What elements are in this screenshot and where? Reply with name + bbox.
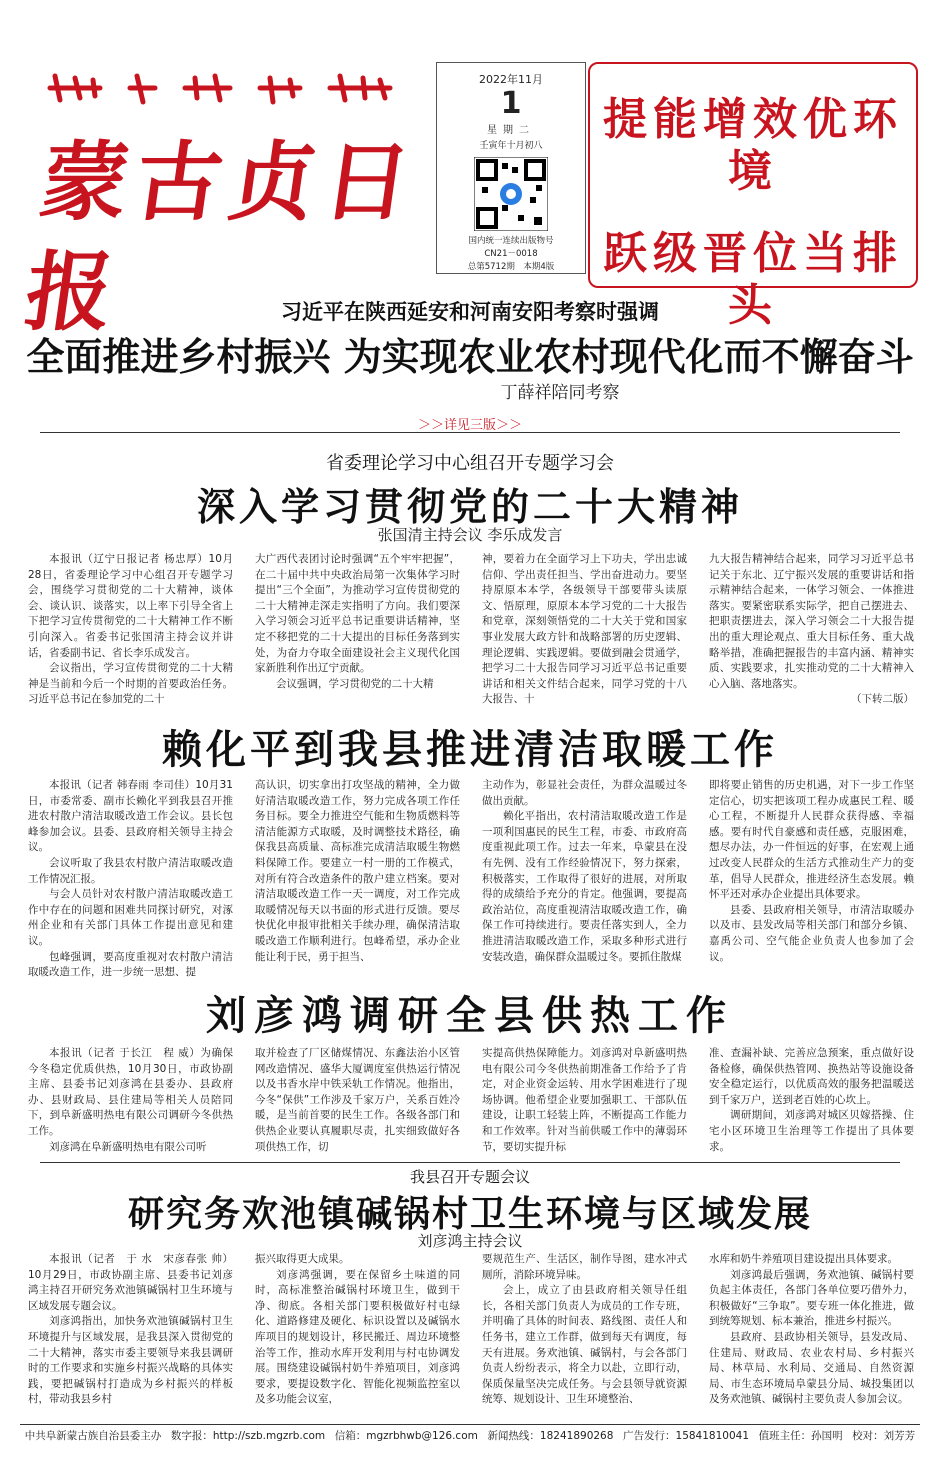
lunar-date: 壬寅年十月初八	[479, 141, 543, 151]
article3-col-2: 取并检查了厂区储煤情况、东鑫法治小区管网改造情况、盛华大厦调度室供热运行情况以及书香水岸中铁采轨工作情况。他指出，今冬“保供”工作涉及千家万户，关系百姓冷暖，是当前首要的民生工作。各级各部门和供热企业要认真履职尽责，扎实细致做好各项供热工作，切	[255, 1047, 460, 1153]
date-box	[436, 62, 586, 274]
slogan-box	[588, 62, 918, 331]
article4-kicker: 我县召开专题会议	[409, 1168, 530, 1186]
paper-name: 蒙古贞日报	[19, 132, 425, 343]
article4-col-1: 本报讯（记者 于 水 宋彦春张 帅）10月29日，市政协副主席、县委书记刘彦鸿主持召开研究务欢池镇碱锅村卫生环境与区域发展专题会议。 刘彦鸿指出，加快务欢池镇碱锅村卫生环境提升与区域发展，是我县深入贯彻党的二十大精神，落实市委主要领导来我县调研时的工作要求和实施乡村振兴战略的具体实践，要把碱锅村打造成为乡村振兴的样板村，带动我县乡村	[28, 1253, 233, 1406]
lead-kicker: 习近平在陕西延安和河南安阳考察时强调	[281, 300, 659, 324]
footer-proof: 校对：刘芳芳	[852, 1430, 916, 1442]
article4-body	[28, 1252, 914, 1418]
footer-editor: 值班主任：孙国明	[758, 1430, 843, 1442]
article1-col-2: 大广西代表团讨论时强调“五个牢牢把握”，在二十届中共中央政治局第一次集体学习时提出“三个全面”，为推动学习宣传贯彻党的二十大精神走深走实指明了方向。我们要深入学习领会习近平总书记重要讲话精神，坚定不移把党的二十大提出的目标任务落到实处，为奋力夺取全面建设社会主义现代化国家新胜利作出辽宁贡献。 会议强调，学习贯彻党的二十大精	[255, 553, 460, 690]
date-year-month: 2022年11月	[479, 73, 543, 86]
article3-body	[28, 1046, 914, 1156]
footer	[20, 1424, 920, 1447]
date-day: 1	[500, 86, 522, 121]
article4-headline[interactable]: 研究务欢池镇碱锅村卫生环境与区域发展	[127, 1193, 812, 1235]
slogan-line-2: 跃级晋位当排头	[603, 228, 903, 331]
see-page-3-link[interactable]: ＞＞详见三版＞＞	[417, 418, 522, 433]
article2-col-1: 本报讯（记者 韩春雨 李司佳）10月31日，市委常委、副市长赖化平到我县召开推进农村散户清洁取暖改造工作会议。县长包峰参加会议。县委、县政府相关领导主持会议。 会议听取了我县农村散户清洁取暖改造工作情况汇报。 与会人员针对农村散户清洁取暖改造工作中存在的问题和困难共同探讨研究，对涿州企业和有关部门具体工作提出意见和建议。 包峰强调，要高度重视对农村散户清洁取暖改造工作，进一步统一思想、提	[28, 779, 233, 979]
article3-col-3: 实提高供热保障能力。刘彦鸿对阜新盛明热电有限公司今冬供热前期准备工作给予了肯定，对企业资金运转、用水学困难进行了现场协调。他希望企业要加强职工、干部队伍建设，让职工轻装上阵，不断提高工作能力和工作效率。针对当前供暖工作中的薄弱环节，要切实提升标	[482, 1047, 687, 1153]
article2-col-3: 主动作为，彰显社会责任，为群众温暖过冬做出贡献。 赖化平指出，农村清洁取暖改造工作是一项利国惠民的民生工程，市委、市政府高度重视此项工作。过去一年来，阜蒙县在没有先例、没有工作经验情况下，努力探索，积极落实，工作取得了很好的进展，对所取得的成绩给予充分的肯定。他强调，要提高政治站位，高度重视清洁取暖改造工作，确保工作可持续进行。要责任落实到人，全力推进清洁取暖改造工作，采取多种形式进行安装改造，确保群众温暖过冬。要抓住散煤	[482, 779, 687, 963]
article1-body	[28, 552, 914, 710]
footer-hotline: 新闻热线：18241890268	[487, 1430, 614, 1442]
footer-ads: 广告发行：15841810041	[623, 1430, 750, 1442]
divider	[40, 1162, 900, 1163]
footer-email[interactable]: 信箱：mgzrbhwb@126.com	[334, 1430, 478, 1442]
article2-col-4: 即将要止销售的历史机遇，对下一步工作坚定信心，切实把该项工程办成惠民工程、暖心工程，不断提升人民群众获得感、幸福感。要有时代自豪感和责任感，克服困难，想尽办法，办一件恒远的好事，在宏观上通过改变人民群众的生活方式推动生产力的变革，倡导人民群众，推进经济生态发展。赖怀平还对承办企业提出具体要求。 县委、县政府相关领导，市清洁取暖办以及市、县发改局等相关部门和部分乡镇、嘉禹公司、空气能企业负责人也参加了会议。	[709, 779, 914, 963]
mongolian-script-title	[45, 68, 395, 108]
footer-digital-link[interactable]: 数字报：http://szb.mgzrb.com	[170, 1430, 326, 1442]
article1-headline[interactable]: 深入学习贯彻党的二十大精神	[196, 484, 743, 529]
lead-sub: 丁薛祥陪同考察	[500, 383, 620, 403]
article4-sub: 刘彦鸿主持会议	[417, 1232, 523, 1250]
slogan-line-1: 提能增效优环境	[603, 94, 903, 197]
lead-headline[interactable]: 全面推进乡村振兴 为实现农业农村现代化而不懈奋斗	[26, 335, 914, 379]
issue-number: 总第5712期 本期4版	[467, 262, 555, 272]
article3-col-4: 准、查漏补缺、完善应急预案，重点做好设备检修，确保供热管网、换热站等设施设备安全稳定运行，以优质高效的服务把温暖送到千家万户，送到老百姓的心坎上。 调研期间，刘彦鸿对城区贝嫁搭操、住宅小区环境卫生治理等工作提出了具体要求。	[709, 1047, 914, 1153]
article1-col-1: 本报讯（辽宁日报记者 杨忠厚）10月28日，省委理论学习中心组召开专题学习会，围绕学习贯彻党的二十大精神，谈体会、谈认识、谈落实，以上率下引导全省上下把学习宣传贯彻党的二十大精神工作不断引向深入。省委书记张国清主持会议并讲话，省委副书记、省长李乐成发言。 会议指出，学习宣传贯彻党的二十大精神是当前和今后一个时期的首要政治任务。习近平总书记在参加党的二十	[28, 553, 233, 706]
article1-col-4: 九大报告精神结合起来，同学习习近平总书记关于东北、辽宁振兴发展的重要讲话和指示精神结合起来，一体学习领会、一体推进落实。要紧密联系实际学，把自己摆进去、把职责摆进去，深入学习领会二十大报告提出的重大理论观点、重大目标任务、重大战略举措，准确把握报告的丰富内涵、精神实质、实践要求，扎实推动党的二十大精神入心入脑、落地落实。 （下转二版）	[709, 552, 914, 708]
issn-label: 国内统一连续出版物号	[468, 236, 554, 246]
article1-kicker: 省委理论学习中心组召开专题学习会	[326, 453, 614, 474]
article4-col-2: 振兴取得更大成果。 刘彦鸿强调，要在保留乡土味道的同时，高标准整治碱锅村环境卫生，做到干净、彻底。各相关部门要积极做好村屯绿化、道路修建及硬化、标识设置以及碱锅水库项目的规划设计，移民搬迁、周边环境整治等工作，推动水库开发利用与村屯协调发展。围绕建设碱锅村奶牛养殖项目，刘彦鸿要求，要提设数字化、智能化视频监控室以及多功能会议室，	[255, 1253, 460, 1406]
article4-col-4: 水库和奶牛养殖项目建设提出具体要求。 刘彦鸿最后强调，务欢池镇、碱锅村要负起主体责任，各部门各单位要巧借外力，积极做好“三争取”。要专班一体化推进，做到统筹规划、标本兼治，推进乡村振兴。 县政府、县政协相关领导，县发改局、住建局、财政局、农业农村局、乡村振兴局、林草局、水利局、交通局、自然资源局、市生态环境局阜蒙县分局、城投集团以及务欢池镇、碱锅村主要负责人参加会议。	[709, 1253, 914, 1406]
article1-sub: 张国清主持会议 李乐成发言	[377, 526, 563, 544]
article4-col-3: 要规范生产、生活区，制作导图，建水冲式厕所，消除环境异味。 会上，成立了由县政府相关领导任组长，各相关部门负责人为成员的工作专班，并明确了具体的时间表、路线图、责任人和任务书，建立工作群，做到每天有调度，每天有进展。务欢池镇、碱锅村，与会各部门负责人纷纷表示，将全力以赴，立即行动，保质保量坚决完成任务。与会县领导就资源统筹、规划设计、卫生环境整治、	[482, 1253, 687, 1406]
continued-note[interactable]: （下转二版）	[851, 693, 914, 706]
issn-number: CN21－0018	[484, 249, 538, 259]
footer-publisher: 中共阜新蒙古族自治县委主办	[24, 1430, 162, 1442]
article1-col-3: 神，要着力在全面学习上下功夫，学出忠诚信仰、学出责任担当、学出奋进动力。要坚持原原本本学，各级领导干部要带头读原文、悟原理，原原本本学习党的二十大报告和党章，深刻领悟党的二十大关于党和国家事业发展大政方针和战略部署的历史逻辑、理论逻辑、实践逻辑。要做到融会贯通学，把学习二十大报告同学习习近平总书记重要讲话和相关文件结合起来，同学习党的十八大报告、十	[482, 553, 687, 706]
divider	[40, 432, 900, 433]
weekday: 星期二	[487, 125, 535, 136]
article2-col-2: 高认识，切实拿出打攻坚战的精神，全力做好清洁取暖改造工作，努力完成各项工作任务目标。要全力推进空气能和生物质燃料等清洁能源方式取暖，及时调整技术路径，确保我县高质量、高标准完成清洁取暖生物燃料保障工作。要建立一村一册的工作模式，对所有符合改造条件的散户建立档案。要对清洁取暖改造工作一天一调度，对工作完成取暖情况每天以书面的形式进行反馈。要尽快优化申报审批相关手续办理，确保清洁取暖改造工作顺利进行。包峰希望，承办企业能让利于民，勇于担当、	[255, 779, 460, 963]
article3-col-1: 本报讯（记者 于长江 程 威）为确保今冬稳定优质供热，10月30日，市政协副主席、县委书记刘彦鸿在县委办、县政府办、县财政局、县住建局等相关人员陪同下，到阜新盛明热电有限公司调研今冬供热工作。 刘彦鸿在阜新盛明热电有限公司听	[28, 1047, 233, 1153]
article2-headline[interactable]: 赖化平到我县推进清洁取暖工作	[162, 726, 778, 773]
article3-headline[interactable]: 刘彦鸿调研全县供热工作	[206, 992, 734, 1039]
article2-body	[28, 778, 914, 1014]
qr-code-icon[interactable]	[474, 157, 548, 231]
